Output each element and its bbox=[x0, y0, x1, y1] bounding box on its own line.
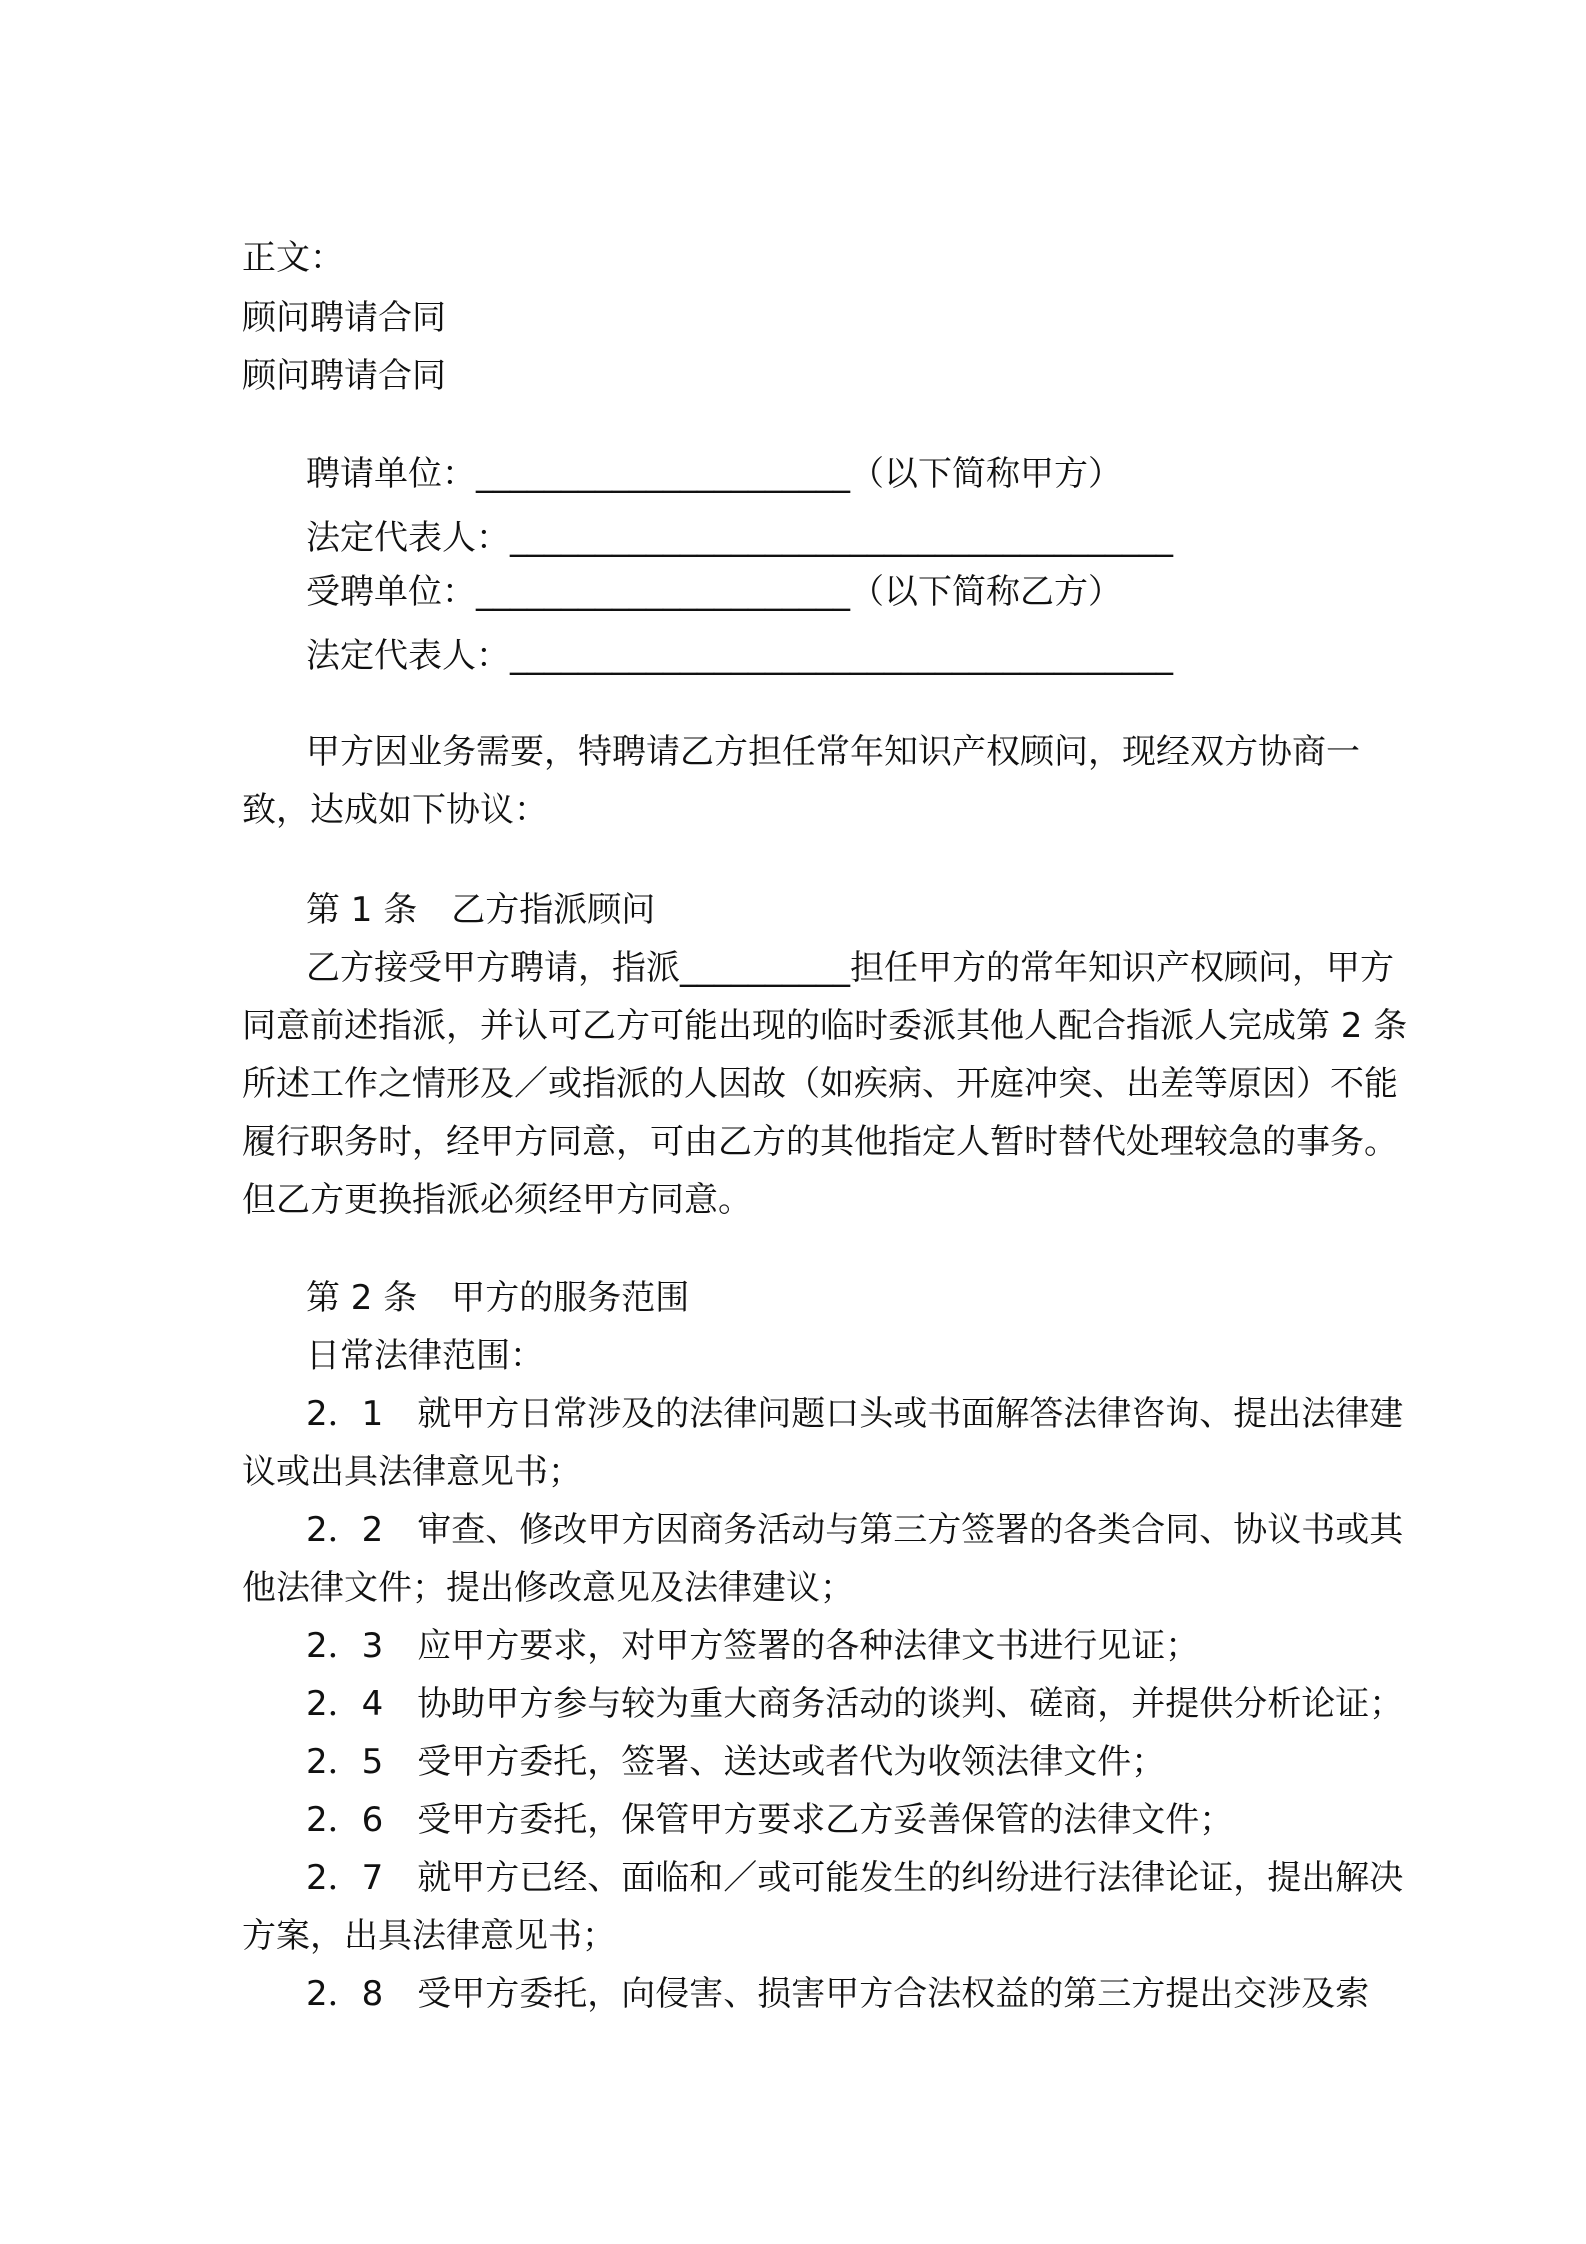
contract-title-repeat: 顾问聘请合同 bbox=[242, 356, 446, 396]
article-1-heading: 第 1 条 乙方指派顾问 bbox=[306, 890, 656, 930]
article-2-subheading: 日常法律范围： bbox=[306, 1336, 544, 1376]
article-2-item: 2．2 审查、修改甲方因商务活动与第三方签署的各类合同、协议书或其 bbox=[306, 1510, 1404, 1550]
article-1-line: 乙方接受甲方聘请，指派__________担任甲方的常年知识产权顾问，甲方 bbox=[306, 948, 1394, 988]
hired-unit-field: 受聘单位：______________________（以下简称乙方） bbox=[306, 572, 1122, 612]
article-2-item: 2．7 就甲方已经、面临和／或可能发生的纠纷进行法律论证，提出解决 bbox=[306, 1858, 1404, 1898]
article-1-line: 同意前述指派，并认可乙方可能出现的临时委派其他人配合指派人完成第 2 条 bbox=[242, 1006, 1408, 1046]
article-2-item: 他法律文件；提出修改意见及法律建议； bbox=[242, 1568, 854, 1608]
intro-line-2: 致，达成如下协议： bbox=[242, 790, 548, 830]
article-2-item: 2．6 受甲方委托，保管甲方要求乙方妥善保管的法律文件； bbox=[306, 1800, 1234, 1840]
article-2-heading: 第 2 条 甲方的服务范围 bbox=[306, 1278, 690, 1318]
article-2-item: 2．3 应甲方要求，对甲方签署的各种法律文书进行见证； bbox=[306, 1626, 1200, 1666]
article-2-item: 方案，出具法律意见书； bbox=[242, 1916, 616, 1956]
intro-line-1: 甲方因业务需要，特聘请乙方担任常年知识产权顾问，现经双方协商一 bbox=[306, 732, 1360, 772]
hired-representative-field: 法定代表人：_______________________________________ bbox=[306, 636, 1173, 676]
hiring-unit-field: 聘请单位：______________________（以下简称甲方） bbox=[306, 454, 1122, 494]
article-2-item: 2．4 协助甲方参与较为重大商务活动的谈判、磋商，并提供分析论证； bbox=[306, 1684, 1404, 1724]
article-1-line: 所述工作之情形及／或指派的人因故（如疾病、开庭冲突、出差等原因）不能 bbox=[242, 1064, 1398, 1104]
body-label: 正文： bbox=[242, 238, 344, 278]
article-2-item: 议或出具法律意见书； bbox=[242, 1452, 582, 1492]
article-1-line: 但乙方更换指派必须经甲方同意。 bbox=[242, 1180, 752, 1220]
hiring-representative-field: 法定代表人：_______________________________________ bbox=[306, 518, 1173, 558]
contract-title: 顾问聘请合同 bbox=[242, 298, 446, 338]
article-1-line: 履行职务时，经甲方同意，可由乙方的其他指定人暂时替代处理较急的事务。 bbox=[242, 1122, 1398, 1162]
article-2-item: 2．5 受甲方委托，签署、送达或者代为收领法律文件； bbox=[306, 1742, 1166, 1782]
article-2-item: 2．1 就甲方日常涉及的法律问题口头或书面解答法律咨询、提出法律建 bbox=[306, 1394, 1404, 1434]
article-2-item: 2．8 受甲方委托，向侵害、损害甲方合法权益的第三方提出交涉及索 bbox=[306, 1974, 1370, 2014]
